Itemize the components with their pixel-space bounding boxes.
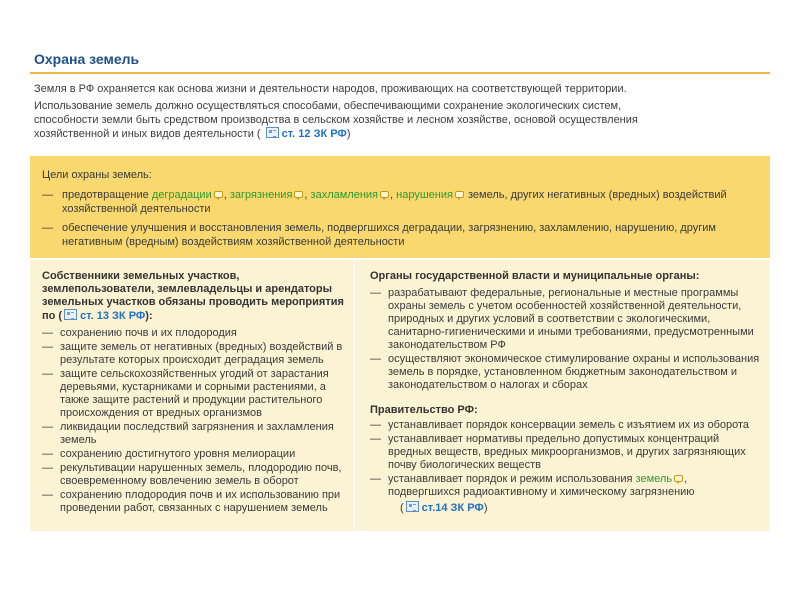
goals-item-suffix: земель, других негативных (вредных) воздействий хозяйственной деятельности	[62, 189, 727, 215]
list-dash: —	[370, 473, 381, 485]
government-title: Правительство РФ:	[370, 404, 478, 416]
paren-open: (	[400, 502, 404, 514]
term-link-lands[interactable]: земель	[635, 473, 673, 485]
list-item-text: устанавливает порядок и режим использования	[388, 473, 633, 485]
document-icon	[406, 501, 419, 512]
comment-icon[interactable]	[214, 191, 223, 198]
term-link-littering[interactable]: захламления	[310, 189, 379, 201]
document-icon	[266, 127, 279, 138]
list-dash: —	[42, 189, 53, 201]
list-item	[370, 433, 762, 472]
list-item-text: ликвидации последствий загрязнения и захламления земель	[60, 421, 334, 446]
authorities-panel-title: Органы государственной власти и муниципальные органы:	[370, 270, 700, 282]
goals-item-prefix: предотвращение	[62, 189, 149, 201]
intro-paragraph-2-text: Использование земель должно осуществляться способами, обеспечивающими сохранение экологических систем, способности земли быть средством производства в сельском хозяйстве и лесном хозяйстве, основой осуществления хозяйственной и иных видов деятельности (	[34, 100, 638, 140]
list-item	[370, 287, 762, 352]
list-item	[42, 489, 348, 515]
comma: ,	[390, 189, 394, 201]
page-title: Охрана земель	[34, 51, 140, 67]
list-item-text: осуществляют экономическое стимулирование охраны и использования земель в порядке, установленном бюджетным законодательством и законодательством о налогах и сборах	[388, 353, 760, 391]
list-dash: —	[42, 222, 53, 234]
law-reference-link[interactable]: ст. 13 ЗК РФ	[80, 310, 146, 322]
list-dash: —	[42, 448, 53, 460]
paren-close: )	[483, 502, 488, 514]
list-item-text: устанавливает нормативы предельно допустимых концентраций вредных веществ, вредных микроорганизмов, и других загрязняющих почву биологических веществ	[388, 433, 746, 471]
list-item-text: сохранению плодородия почв и их использованию при проведении работ, связанных с нарушением земель	[60, 489, 341, 514]
list-dash: —	[42, 462, 53, 474]
list-item-text: защите земель от негативных (вредных) воздействий в результате которых происходит деградация земель	[60, 341, 343, 366]
list-item	[42, 462, 348, 488]
paren-close: )	[346, 128, 351, 140]
term-link-degradation[interactable]: деградации	[151, 189, 212, 201]
law-reference-link[interactable]: ст.14 ЗК РФ	[421, 502, 484, 514]
list-dash: —	[370, 287, 381, 299]
goals-item-restoration	[42, 221, 758, 249]
owners-panel-title-text: Собственники земельных участков, землепользователи, землевладельцы и арендаторы земельных участков обязаны проводить мероприятия по (	[42, 270, 344, 322]
paren-close: ):	[145, 310, 153, 322]
comment-icon[interactable]	[455, 191, 464, 198]
header	[30, 44, 770, 74]
comma: ,	[304, 189, 308, 201]
list-item	[42, 448, 348, 461]
goals-box	[30, 156, 770, 258]
list-dash: —	[370, 419, 381, 431]
list-item-text: защите сельскохозяйственных угодий от зарастания деревьями, кустарниками и сорными растениями, а также защите растений и продукции растительного происхождения от вредных организмов	[60, 368, 329, 419]
duties-panels	[30, 260, 770, 531]
comment-icon[interactable]	[294, 191, 303, 198]
term-link-pollution[interactable]: загрязнения	[229, 189, 293, 201]
list-dash: —	[42, 327, 53, 339]
comma: ,	[223, 189, 227, 201]
goals-item-text: обеспечение улучшения и восстановления земель, подвергшихся деградации, загрязнению, захламлению, нарушению, другим негативным (вредным) воздействиям хозяйственной деятельности	[62, 222, 716, 248]
authorities-panel	[370, 270, 762, 515]
comment-icon[interactable]	[674, 475, 683, 482]
list-dash: —	[42, 421, 53, 433]
list-item	[42, 421, 348, 447]
list-dash: —	[370, 433, 381, 445]
law-reference-13[interactable]	[62, 310, 145, 322]
comment-icon[interactable]	[380, 191, 389, 198]
list-dash: —	[42, 368, 53, 380]
intro-text	[34, 82, 644, 144]
list-dash: —	[42, 489, 53, 501]
goals-item-prevention	[42, 188, 758, 216]
law-reference-link[interactable]: ст. 12 ЗК РФ	[281, 128, 347, 140]
document-icon	[64, 309, 77, 320]
goals-title: Цели охраны земель:	[42, 169, 152, 181]
owners-panel	[42, 270, 348, 516]
panel-divider	[354, 260, 355, 531]
law-reference-14[interactable]	[404, 502, 484, 514]
intro-paragraph-1: Земля в РФ охраняется как основа жизни и деятельности народов, проживающих на соответствующей территории.	[34, 83, 627, 95]
term-link-disturbance[interactable]: нарушения	[396, 189, 453, 201]
owners-panel-title	[42, 270, 348, 323]
list-item-text: сохранению достигнутого уровня мелиорации	[60, 448, 296, 460]
list-item	[370, 419, 762, 432]
list-item	[42, 327, 348, 340]
list-item-text: разрабатывают федеральные, региональные и местные программы охраны земель с учетом особенностей хозяйственной деятельности, природных и других условий в соответствии с экологическими, санитарно-гигиеническими и иными требованиями, предусмотренными законодательством РФ	[388, 287, 754, 351]
law-reference-14-line	[370, 501, 762, 515]
title-divider	[30, 72, 770, 74]
list-item-text: сохранению почв и их плодородия	[60, 327, 237, 339]
list-item	[370, 473, 762, 499]
list-item	[370, 353, 762, 392]
list-item	[42, 341, 348, 367]
list-item-text: рекультивации нарушенных земель, плодородию почв, своевременному вовлечению земель в оборот	[60, 462, 342, 487]
list-item	[42, 368, 348, 420]
list-dash: —	[42, 341, 53, 353]
law-reference-12[interactable]	[264, 128, 347, 140]
intro-paragraph-2	[34, 99, 644, 141]
list-item-text-suffix: , подвергшихся радиоактивному и химическому загрязнению	[388, 473, 695, 498]
list-dash: —	[370, 353, 381, 365]
list-item-text: устанавливает порядок консервации земель с изъятием их из оборота	[388, 419, 750, 431]
